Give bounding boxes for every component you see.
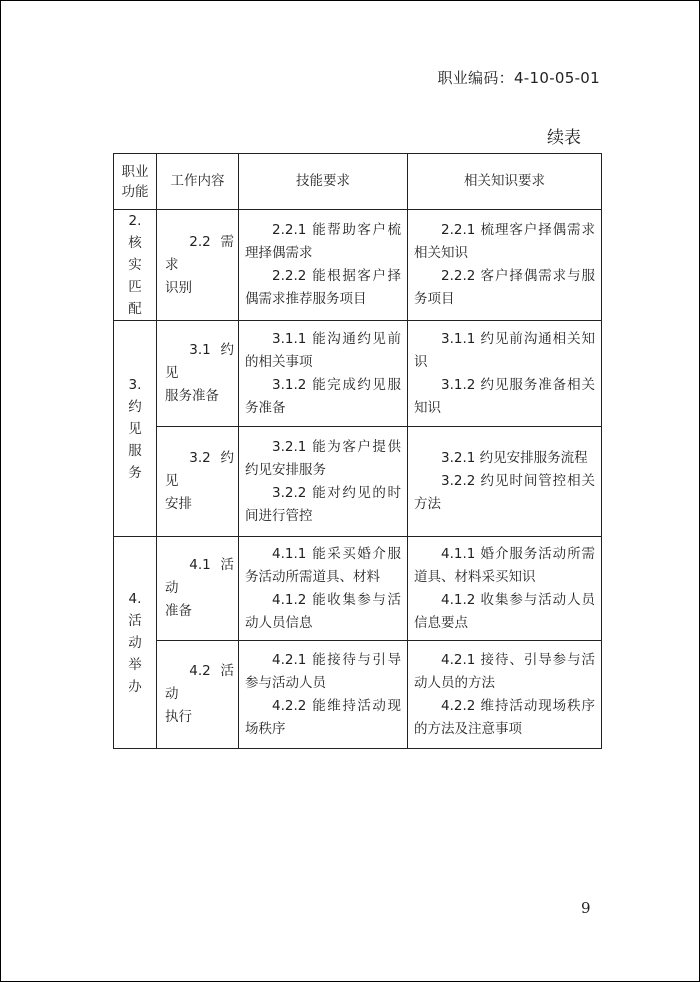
skills-cell: 2.2.1 能帮助客户梳理择偶需求 2.2.2 能根据客户择偶需求推荐服务项目 <box>239 210 408 321</box>
work-content-cell: 4.1 活动 准备 <box>157 537 239 641</box>
column-header-skills: 技能要求 <box>239 154 408 210</box>
table-row <box>114 321 602 427</box>
table-row <box>114 427 602 537</box>
table-row <box>114 537 602 641</box>
work-content-cell: 2.2 需求 识别 <box>157 210 239 321</box>
knowledge-cell: 3.1.1 约见前沟通相关知识 3.1.2 约见服务准备相关知识 <box>408 321 602 427</box>
knowledge-cell: 4.2.1 接待、引导参与活动人员的方法 4.2.2 维持活动现场秩序的方法及注意事项 <box>408 641 602 749</box>
table-header-row <box>114 154 602 210</box>
knowledge-cell: 4.1.1 婚介服务活动所需道具、材料采买知识 4.1.2 收集参与活动人员信息要点 <box>408 537 602 641</box>
occupation-code: 职业编码：4-10-05-01 <box>437 69 600 87</box>
function-cell: 3. 约 见 服 务 <box>114 321 157 537</box>
knowledge-cell: 3.2.1 约见安排服务流程 3.2.2 约见时间管控相关方法 <box>408 427 602 537</box>
table-row <box>114 210 602 321</box>
work-content-cell: 3.2 约见 安排 <box>157 427 239 537</box>
column-header-function: 职业功能 <box>114 154 157 210</box>
function-cell: 2. 核 实 匹 配 <box>114 210 157 321</box>
continued-label: 续表 <box>547 128 581 148</box>
column-header-work: 工作内容 <box>157 154 239 210</box>
page-number: 9 <box>581 899 591 917</box>
skills-cell: 4.2.1 能接待与引导参与活动人员 4.2.2 能维持活动现场秩序 <box>239 641 408 749</box>
work-content-cell: 4.2 活动 执行 <box>157 641 239 749</box>
skills-cell: 3.1.1 能沟通约见前的相关事项 3.1.2 能完成约见服务准备 <box>239 321 408 427</box>
skills-table <box>113 153 602 749</box>
skills-cell: 4.1.1 能采买婚介服务活动所需道具、材料 4.1.2 能收集参与活动人员信息 <box>239 537 408 641</box>
column-header-knowledge: 相关知识要求 <box>408 154 602 210</box>
knowledge-cell: 2.2.1 梳理客户择偶需求相关知识 2.2.2 客户择偶需求与服务项目 <box>408 210 602 321</box>
table-row <box>114 641 602 749</box>
function-cell: 4. 活 动 举 办 <box>114 537 157 749</box>
skills-cell: 3.2.1 能为客户提供约见安排服务 3.2.2 能对约见的时间进行管控 <box>239 427 408 537</box>
work-content-cell: 3.1 约见 服务准备 <box>157 321 239 427</box>
